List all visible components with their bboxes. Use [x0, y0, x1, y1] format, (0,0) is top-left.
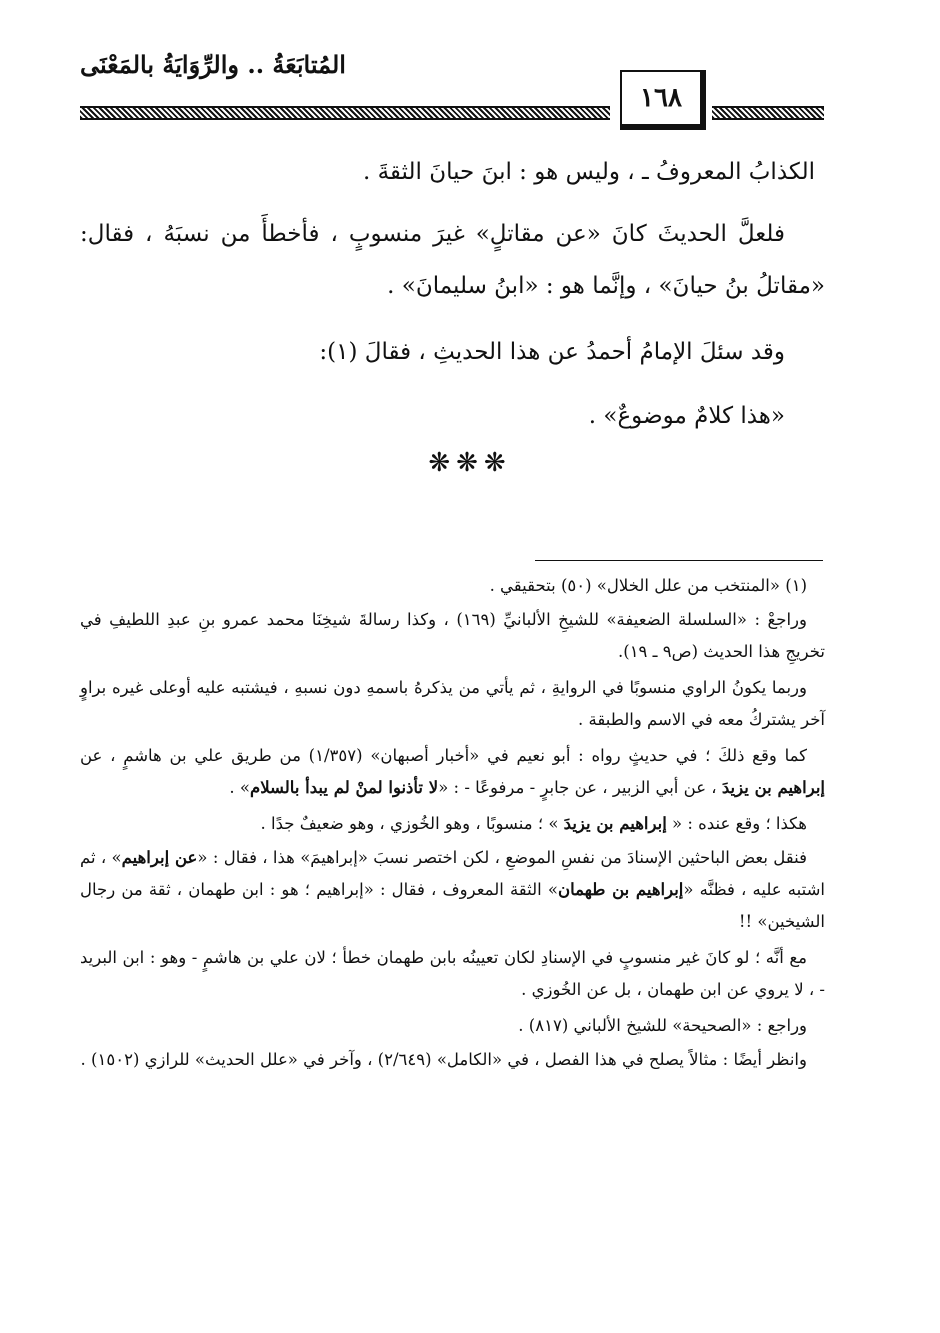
footnote-paragraph-4	[80, 740, 825, 804]
main-paragraph-3: وقد سئلَ الإمامُ أحمدُ عن هذا الحديثِ ، فقالَ (١):	[319, 339, 785, 365]
footnote-paragraph-8: وراجع : «الصحيحة» للشيخ الألباني (٨١٧) .	[518, 1016, 807, 1035]
footnote-rule	[535, 560, 823, 561]
bold-narrator-name: إبراهيم بن يزيدَ	[563, 814, 667, 833]
text-run: ، عن أبي الزبير ، عن جابرٍ - مرفوعًا - : «	[438, 778, 722, 797]
section-separator: ❋❋❋	[428, 448, 512, 478]
main-quote: «هذا كلامٌ موضوعٌ» .	[588, 403, 785, 429]
main-text	[80, 150, 825, 440]
text-run: فنقل بعض الباحثين الإسنادَ من نفسِ الموضعِ ، لكن اختصر نسبَ «إبراهيمَ» هذا ، فقال : «	[197, 848, 807, 867]
main-paragraph-2: فلعلَّ الحديثَ كانَ «عن مقاتلٍ» غيرَ منسوبٍ ، فأخطأَ من نسبَهُ ، فقال: «مقاتلُ بنُ حيانَ» ، وإنَّما هو : «ابنُ سليمانَ» .	[80, 221, 825, 299]
bold-narrator-name: إبراهيم بن طهمان	[558, 880, 684, 899]
header-rule-right	[712, 106, 824, 120]
footnote-paragraph-2: وراجعْ : «السلسلة الضعيفة» للشيخِ الألبانيِّ (١٦٩) ، وكذا رسالةَ شيخِنَا محمد عمرو بنِ عبدِ اللطيفِ في تخريجِ هذا الحديث (ص٩ ـ ١٩).	[80, 610, 825, 661]
text-run: كما وقع ذلكَ ؛ في حديثٍ رواه : أبو نعيم في «أخبار أصبهان» (١/٣٥٧) من طريق علي بن هاشمٍ ، عن	[80, 746, 807, 765]
bold-narrator-name: إبراهيم بن يزيدَ	[721, 778, 825, 797]
text-run: » ، ثم اشتبه عليه ، فظنَّه «	[80, 848, 826, 899]
footnote-paragraph-6	[80, 842, 825, 938]
main-paragraph-1: الكذابُ المعروفُ ـ ، وليس هو : ابنَ حيانَ الثقةَ .	[362, 159, 815, 185]
bold-narrator-name: عن إبراهيم	[121, 848, 198, 867]
text-run: » الثقة المعروف ، فقال : «إبراهيم ؛ هو : ابن طهمان ، ثقة من رجال الشيخين» !!	[80, 880, 825, 931]
text-run: هكذا ؛ وقع عنده : «	[666, 814, 807, 833]
footnote-1: (١) «المنتخب من علل الخلال» (٥٠) بتحقيقي .	[489, 576, 807, 595]
footnote-paragraph-7: مع أنَّه ؛ لو كانَ غير منسوبٍ في الإسنادِ لكان تعيينُه بابن طهمان خطأ ؛ لان علي بن هاشمٍ - وهو : ابن البريد - ، لا يروي عن ابن طهمان ، بل عن الخُوزي .	[80, 948, 825, 999]
header-rule-left	[80, 106, 610, 120]
text-run: » .	[229, 778, 250, 797]
page-number: ١٦٨	[620, 70, 706, 130]
footnote-paragraph-9: وانظر أيضًا : مثالاً يصلح في هذا الفصل ، في «الكامل» (٢/٦٤٩) ، وآخر في «علل الحديث» للرازي (١٥٠٢) .	[80, 1050, 807, 1069]
running-title: المُتابَعَةُ .. والرِّوَايَةُ بالمَعْنَى	[80, 50, 346, 79]
footnote-paragraph-3: وربما يكونُ الراوي منسوبًا في الروايةِ ، ثم يأتي من يذكرهُ باسمهِ دون نسبهِ ، فيشتبه عليه أوعلى غيره براوٍ آخر يشتركُ معه في الاسم والطبقة .	[80, 678, 825, 729]
bold-hadith-text: لا تأذنوا لمنْ لم يبدأ بالسلام	[250, 778, 439, 797]
text-run: » ؛ منسوبًا ، وهو الخُوزي ، وهو ضعيفٌ جدًا .	[260, 814, 564, 833]
footnotes	[80, 570, 825, 1080]
footnote-paragraph-5	[80, 808, 825, 840]
